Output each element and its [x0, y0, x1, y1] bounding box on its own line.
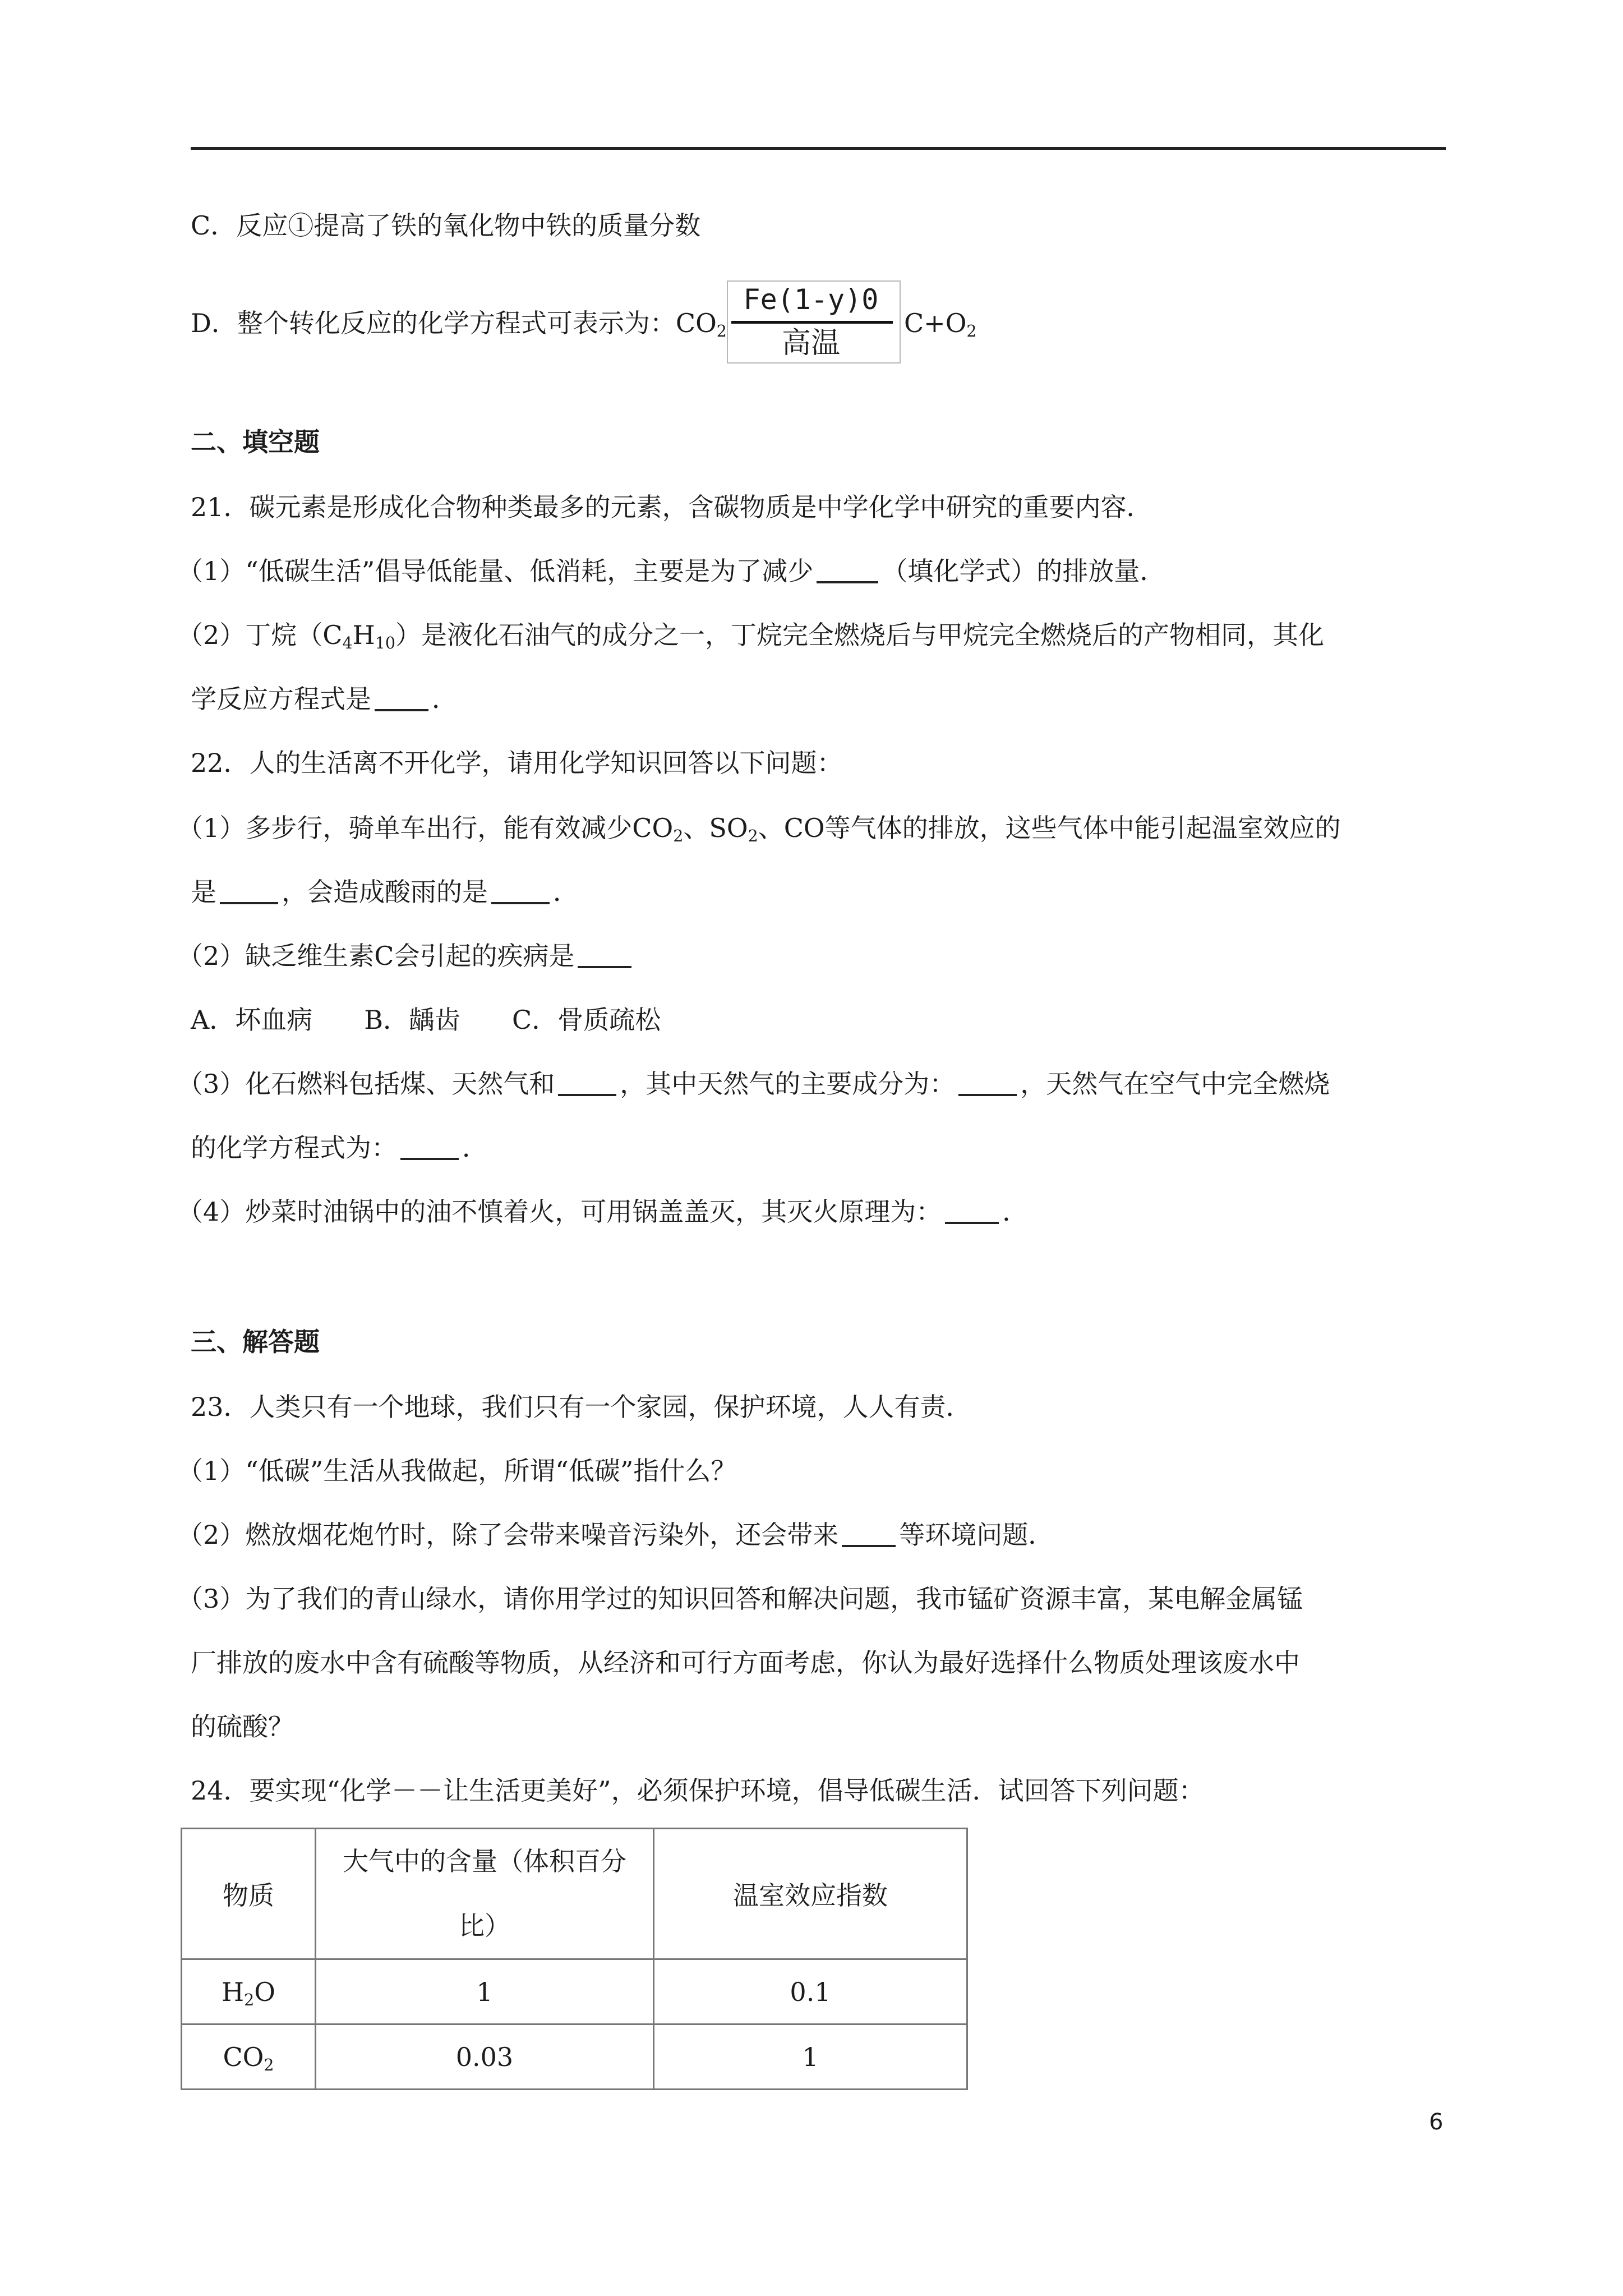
reaction-condition-image: Fe(1-y)0 高温: [727, 280, 901, 364]
section-heading-answer: 三、解答题: [191, 1327, 320, 1357]
answer-blank: [375, 687, 428, 711]
q22-part3-line2: 的化学方程式为： ．: [191, 1133, 488, 1163]
table-header-row: [182, 1829, 967, 1959]
option-d: D．整个转化反应的化学方程式可表示为：$CO_2$ Fe(1-y)0 高温 $C+O_2$: [191, 284, 977, 367]
answer-blank: [578, 944, 631, 968]
cell-index: 1: [654, 2024, 967, 2090]
header-content: 大气中的含量（体积百分 比）: [316, 1829, 654, 1959]
q23-stem: 23．人类只有一个地球，我们只有一个家园，保护环境，人人有责．: [191, 1392, 972, 1422]
q23-part3-line3: 的硫酸？: [191, 1711, 294, 1742]
greenhouse-table: [181, 1828, 968, 2090]
header-rule: [191, 147, 1446, 150]
option-c: C．反应①提高了铁的氧化物中铁的质量分数: [191, 210, 701, 241]
cell-index: 0.1: [654, 1959, 967, 2024]
answer-blank: [817, 559, 878, 583]
cell-substance: $CO_2$: [182, 2024, 316, 2090]
q23-part3-line2: 厂排放的废水中含有硫酸等物质，从经济和可行方面考虑，你认为最好选择什么物质处理该废水中: [191, 1648, 1300, 1678]
table-row: [182, 2024, 967, 2090]
answer-blank: [842, 1522, 896, 1547]
q21-part2-line2: 学反应方程式是 ．: [191, 684, 458, 714]
q22-part2: （2）缺乏维生素C会引起的疾病是: [177, 939, 635, 973]
q21-stem: 21．碳元素是形成化合物种类最多的元素，含碳物质是中学化学中研究的重要内容．: [191, 492, 1152, 522]
answer-blank: [558, 1071, 616, 1096]
q22-part3-line1: （3）化石燃料包括煤、天然气和 ，其中天然气的主要成分为： ，天然气在空气中完全燃烧: [177, 1069, 1330, 1099]
page-number: 6: [1429, 2109, 1444, 2135]
q22-part1-line2: 是 ，会造成酸雨的是 ．: [191, 877, 579, 907]
q23-part2: （2）燃放烟花炮竹时，除了会带来噪音污染外，还会带来 等环境问题．: [177, 1520, 1054, 1550]
q24-stem: 24．要实现“化学－－让生活更美好”，必须保护环境，倡导低碳生活．试回答下列问题：: [191, 1775, 1205, 1806]
header-substance: 物质: [182, 1829, 316, 1959]
answer-blank: [945, 1199, 999, 1224]
section-heading-fill-in: 二、填空题: [191, 427, 320, 457]
cell-content: 0.03: [316, 2024, 654, 2090]
q21-part1: （1）“低碳生活”倡导低能量、低消耗，主要是为了减少 （填化学式）的排放量．: [177, 556, 1166, 586]
header-index: 温室效应指数: [654, 1829, 967, 1959]
q22-part4: （4）炒菜时油锅中的油不慎着火，可用锅盖盖灭，其灭火原理为： ．: [177, 1197, 1029, 1227]
answer-blank: [400, 1135, 459, 1160]
q22-part1-line1: （1）多步行，骑单车出行，能有效减少$CO_2$、$SO_2$、CO等气体的排放，这些气体中能引起温室效应的: [177, 813, 1341, 845]
q23-part1: （1）“低碳”生活从我做起，所谓“低碳”指什么？: [177, 1456, 737, 1486]
cell-content: 1: [316, 1959, 654, 2024]
cell-substance: $H_2O$: [182, 1959, 316, 2024]
q21-part2-line1: （2）丁烷$(C_4H_{10})$是液化石油气的成分之一，丁烷完全燃烧后与甲烷完全燃烧后的产物相同，其化: [177, 620, 1325, 652]
q23-part3-line1: （3）为了我们的青山绿水，请你用学过的知识回答和解决问题，我市锰矿资源丰富，某电解金属锰: [177, 1584, 1303, 1614]
q22-stem: 22．人的生活离不开化学，请用化学知识回答以下问题：: [191, 748, 843, 778]
answer-blank: [958, 1071, 1017, 1096]
q22-options: A．坏血病 B．龋齿 C．骨质疏松: [191, 1005, 661, 1035]
answer-blank: [220, 880, 278, 904]
table-row: [182, 1959, 967, 2024]
answer-blank: [491, 880, 550, 904]
